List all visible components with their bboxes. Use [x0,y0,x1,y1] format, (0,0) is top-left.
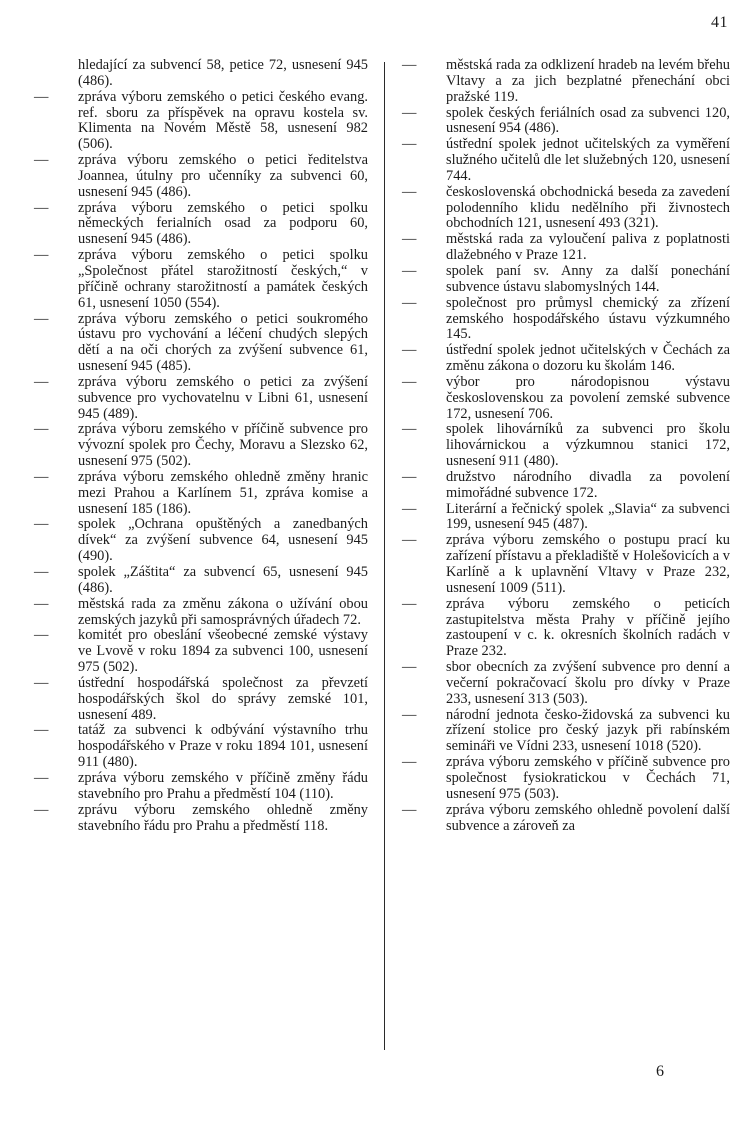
entry-dash: — [34,801,49,818]
column-divider [384,62,385,1050]
index-entry [28,803,368,835]
entry-text: zpráva výboru zemského o petici spolku německých ferialních osad za podporu 60, usnesení 945 (486). [78,199,368,248]
index-entry [396,502,730,534]
index-entry [28,201,368,249]
index-entry [28,597,368,629]
index-entry [28,470,368,518]
index-entry [396,264,730,296]
entry-dash: — [34,674,49,691]
index-entry [396,232,730,264]
index-entry [28,723,368,771]
signature-mark: 6 [656,1063,664,1080]
entry-text: městská rada za změnu zákona o užívání obou zemských jazyků při samosprávných úřadech 72. [78,595,368,628]
entry-dash: — [402,421,417,438]
entry-text: společnost pro průmysl chemický za zřízení zemského hospodářského ústavu výzkumného 145. [446,294,730,343]
entry-text: zpráva výboru zemského o petici spolku „Společnost přátel starožitností českých,“ v příčině ochrany starožitností a památek českých 61, usnesení 1050 (554). [78,247,368,311]
page-number: 41 [711,14,728,31]
entry-dash: — [402,342,417,359]
entry-dash: — [34,595,49,612]
index-entry [28,771,368,803]
entry-dash: — [402,104,417,121]
entry-text: zpráva výboru zemského v příčině subvence pro společnost fysiokratickou v Čechách 71, usnesení 975 (503). [446,754,730,802]
index-entry [28,90,368,153]
entry-text: národní jednota česko-židovská za subvenci ku zřízení stolice pro český jazyk při rabínském semináři ve Vídni 233, usnesení 1018 (520). [446,706,730,755]
entry-text: zpráva výboru zemského o petici ředitelstva Joannea, útulny pro učenníky za subvenci 60, usnesení 945 (486). [78,152,368,200]
entry-dash: — [402,468,417,485]
entry-text: ústřední hospodářská společnost za převzetí hospodářských škol do správy zemské 101, usnesení 489. [78,674,368,723]
entry-text: městská rada za vyloučení paliva z poplatnosti dlažebného v Praze 121. [446,231,730,264]
index-entry [28,628,368,676]
index-entry [396,106,730,138]
entry-text: zpráva výboru zemského o peticích zastupitelstva města Prahy v příčině jejího zastoupení v c. k. okresních školních radách v Praze 232. [446,595,730,660]
index-entry [396,660,730,708]
entry-text: spolek lihovárníků za subvenci pro školu lihovárnickou a výzkumnou stanici 172, usnesení 911 (480). [446,421,730,470]
index-entry [396,185,730,233]
entry-dash: — [34,247,49,264]
entry-dash: — [402,532,417,549]
entry-dash: — [402,136,417,153]
entry-dash: — [34,373,49,390]
entry-dash: — [34,722,49,739]
entry-text: ústřední spolek jednot učitelských za vyměření služného učitelů dle let služebných 120, usnesení 744. [446,136,730,184]
entry-text: spolek „Ochrana opuštěných a zanedbaných dívek“ za zvýšení subvence 64, usnesení 945 (490). [78,516,368,565]
entry-dash: — [402,183,417,200]
entry-dash: — [402,57,417,73]
entry-text: zpráva výboru zemského ohledně změny hranic mezi Prahou a Karlínem 51, zpráva komise a usnesení 185 (186). [78,468,368,517]
index-entry [28,248,368,311]
entry-text: zpráva výboru zemského o petici českého evang. ref. sboru za příspěvek na opravu kostela sv. Klimenta na Novém Městě 58, usnesení 982 (506). [78,88,368,153]
entry-text: městská rada za odklizení hradeb na levém břehu Vltavy a za jich bezplatné přenechání obci pražské 119. [446,57,730,105]
right-column [396,58,730,834]
entry-text: komitét pro obeslání všeobecné zemské výstavy ve Lvově v roku 1894 za subvenci 100, usnesení 975 (502). [78,627,368,676]
entry-dash: — [402,262,417,279]
index-entry [396,708,730,756]
entry-text: sbor obecních za zvýšení subvence pro denní a večerní pokračovací školu pro dívky v Praze 233, usnesení 313 (503). [446,659,730,707]
entry-dash: — [402,659,417,676]
entry-dash: — [402,801,417,818]
index-entry [396,422,730,470]
entry-text: československá obchodnická beseda za zavedení polodenního klidu nedělního při živnostech obchodních 121, usnesení 493 (321). [446,183,730,232]
entry-text: Literární a řečnický spolek „Slavia“ za subvenci 199, usnesení 945 (487). [446,500,730,533]
entry-text: hledající za subvencí 58, petice 72, usnesení 945 (486). [78,57,368,89]
index-entry [28,676,368,724]
left-column [28,58,368,834]
index-entry [396,58,730,106]
entry-text: spolek „Záštita“ za subvencí 65, usnesení 945 (486). [78,564,368,596]
index-entry [396,343,730,375]
entry-dash: — [402,231,417,248]
entry-dash: — [34,468,49,485]
index-entry [396,803,730,835]
entry-dash: — [402,294,417,311]
index-entry [28,422,368,470]
entry-dash: — [402,500,417,517]
entry-dash: — [34,627,49,644]
entry-text: zpráva výboru zemského v příčině subvence pro vývozní spolek pro Čechy, Moravu a Slezsko 62, usnesení 975 (502). [78,421,368,470]
entry-text: zprávu výboru zemského ohledně změny stavebního řádu pro Prahu a předměstí 118. [78,801,368,834]
entry-dash: — [34,421,49,438]
entry-dash: — [402,595,417,612]
index-entry [28,517,368,565]
entry-text: ústřední spolek jednot učitelských v Čechách za změnu zákona o dozoru ku školám 146. [446,342,730,375]
index-entry [28,565,368,597]
entry-dash: — [402,754,417,771]
entry-text: zpráva výboru zemského ohledně povolení další subvence a zároveň za [446,801,730,834]
entry-text: zpráva výboru zemského o petici za zvýšení subvence pro vychovatelnu v Libni 61, usnesení 945 (489). [78,373,368,422]
entry-dash: — [34,152,49,169]
entry-dash: — [34,769,49,786]
entry-text: spolek paní sv. Anny za další ponechání subvence ústavu slabomyslných 144. [446,262,730,295]
entry-text: výbor pro národopisnou výstavu československou za povolení zemské subvence 172, usnesení 706. [446,373,730,422]
index-entry [396,375,730,423]
entry-text: tatáž za subvenci k odbývání výstavního trhu hospodářského v Praze v roku 1894 101, usnesení 911 (480). [78,722,368,771]
index-entry [28,312,368,375]
entry-text: zpráva výboru zemského o petici soukromého ústavu pro vychování a léčení chudých slepých dětí a na oči chorých za zvýšení subvence 61, usnesení 945 (485). [78,310,368,375]
entry-dash: — [402,706,417,723]
index-entry [396,597,730,660]
entry-dash: — [34,564,49,580]
entry-dash: — [34,516,49,533]
index-entry [396,137,730,185]
index-entry [28,153,368,201]
index-entry [396,296,730,344]
entry-dash: — [402,373,417,390]
entry-text: družstvo národního divadla za povolení mimořádné subvence 172. [446,468,730,501]
entry-dash: — [34,199,49,216]
index-entry [396,470,730,502]
entry-dash: — [34,310,49,327]
entry-dash: — [34,88,49,105]
index-entry [28,375,368,423]
index-entry [396,533,730,596]
index-entry [396,755,730,803]
entry-text: zpráva výboru zemského o postupu prací ku zařízení přístavu a překladiště v Holešovicích a v Karlíně a k uplavnění Vltavy v Praze 232, usnesení 1009 (511). [446,532,730,596]
index-entry [28,58,368,90]
entry-text: spolek českých feriálních osad za subvenci 120, usnesení 954 (486). [446,104,730,137]
entry-text: zpráva výboru zemského v příčině změny řádu stavebního pro Prahu a předměstí 104 (110). [78,769,368,802]
